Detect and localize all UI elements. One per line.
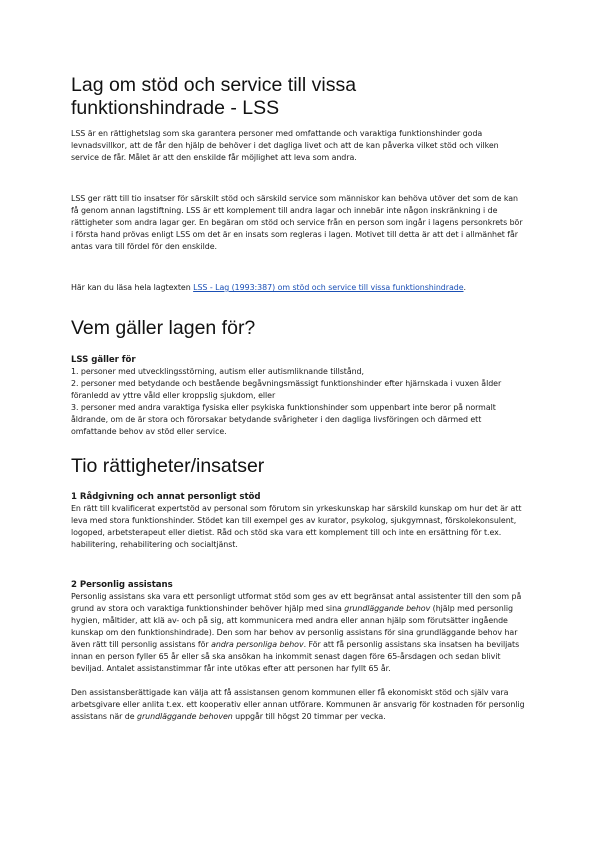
lss-law-link[interactable]: LSS - Lag (1993:387) om stöd och service till vissa funktionshindrade [193, 283, 464, 292]
intro-text-3-end: . [463, 283, 466, 292]
right-2-text-d: Den assistansberättigade kan välja att få assistansen genom kommunen eller få ekonomiskt stöd och själv vara arbetsgivare eller anlita t.ex. ett kooperativ eller annan utförare. Kommunen är ansvarig för kostnaden för personlig assistans när de [71, 688, 525, 721]
scope-item-3: 3. personer med andra varaktiga fysiska eller psykiska funktionshinder som uppenbart inte beror på normalt åldrande, om de är stora och förorsakar betydande svårigheter i den dagliga livsföringen och därmed ett omfattande behov av stöd eller service. [71, 403, 496, 436]
right-2-text-c: . För att få personlig assistans ska insatsen ha beviljats innan en person fyller 65 år eller så ska ansökan ha inkommit senast dagen före 65-årsdagen och sedan blivit beviljad. Antalet assistanstimmar får inte utökas efter att personen har fyllt 65 år. [71, 640, 520, 673]
scope-item-2: 2. personer med betydande och bestående begåvningsmässigt funktionshinder efter hjärnskada i vuxen ålder föranledd av yttre våld eller kroppslig sjukdom, eller [71, 379, 502, 400]
section-heading-rights: Tio rättigheter/insatser [71, 455, 265, 477]
right-2-heading: 2 Personlig assistans [71, 580, 173, 590]
right-2-paragraph-1 [71, 591, 527, 675]
right-1-block [71, 491, 527, 551]
right-2-block [71, 579, 527, 723]
scope-subheading: LSS gäller för [71, 355, 136, 365]
intro-text-3: Här kan du läsa hela lagtexten [71, 283, 194, 292]
right-2-emphasis-other-needs: andra personliga behov [211, 640, 304, 649]
scope-item-1: 1. personer med utvecklingsstörning, autism eller autismliknande tillstånd, [71, 367, 364, 376]
intro-paragraph-2 [71, 193, 527, 253]
right-1-text: En rätt till kvalificerat expertstöd av personal som förutom sin yrkeskunskap har särskild kunskap om hur det är att leva med stora funktionshinder. Stödet kan till exempel ges av kurator, psykolog, sjukgymnast, förskolekonsulent, logoped, arbetsterapeut eller dietist. Råd och stöd ska vara ett komplement till och inte en ersättning för t.ex. habilitering, rehabilitering och socialtjänst. [71, 504, 522, 549]
right-2-text-b: (hjälp med personlig hygien, måltider, att klä av- och på sig, att kommunicera med andra eller annan hjälp som förutsätter ingående kunskap om den funktionshindrade). Den som har behov av personlig assistans för sina grundläggande behov har även rätt till personlig assistans för [71, 604, 518, 649]
right-2-paragraph-2 [71, 687, 527, 723]
page-title: Lag om stöd och service till vissa funktionshindrade - LSS [71, 74, 357, 119]
right-2-text-e: uppgår till högst 20 timmar per vecka. [232, 712, 386, 721]
intro-text-1: LSS är en rättighetslag som ska garantera personer med omfattande och varaktiga funktionshinder goda levnadsvillkor, att de får den hjälp de behöver i det dagliga livet och att de kan påverka vilket stöd och vilken service de får. Målet är att den enskilde får möjlighet att leva som andra. [71, 129, 499, 162]
intro-paragraph-1 [71, 128, 527, 164]
intro-text-2: LSS ger rätt till tio insatser för särskilt stöd och särskild service som människor kan behöva utöver det som de kan få genom annan lagstiftning. LSS är ett komplement till andra lagar och innebär inte någon inskränkning i de rättigheter som andra lagar ger. En begäran om stöd och service från en person som ingår i lagens personkrets bör i första hand prövas enligt LSS om det är en insats som regleras i lagen. Motivet till detta är att det i allmänhet får antas vara till fördel för den enskilde. [71, 194, 523, 251]
intro-paragraph-3 [71, 282, 527, 294]
right-2-text-a: Personlig assistans ska vara ett personligt utformat stöd som ges av ett begränsat antal assistenter till den som på grund av stora och varaktiga funktionshinder behöver hjälp med sina [71, 592, 522, 613]
section-heading-who: Vem gäller lagen för? [71, 317, 256, 339]
right-2-emphasis-basic-needs: grundläggande behov [344, 604, 431, 613]
right-2-emphasis-basic-needs-2: grundläggande behoven [137, 712, 233, 721]
right-1-heading: 1 Rådgivning och annat personligt stöd [71, 492, 261, 502]
scope-block [71, 354, 527, 438]
